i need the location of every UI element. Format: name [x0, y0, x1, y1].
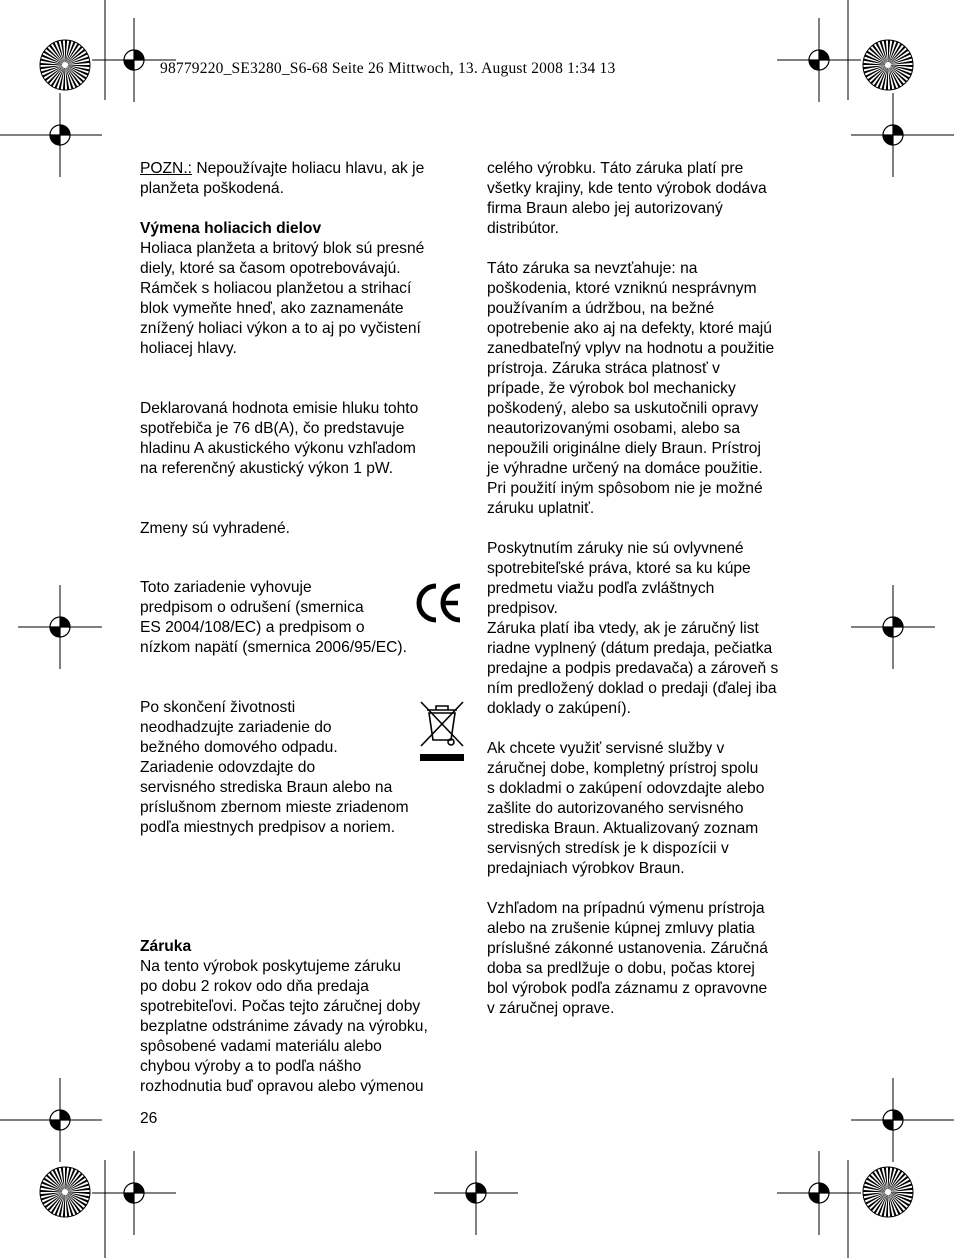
crossed-bin-icon — [418, 700, 466, 766]
crosshair-mark — [851, 585, 935, 669]
crosshair-mark — [18, 585, 102, 669]
replacement-title: Výmena holiacich dielov — [140, 220, 322, 237]
right-paragraph-1: celého výrobku. Táto záruka platí pre všetky krajiny, kde tento výrobok dodáva firma Braun alebo jej autorizovaný distribútor. — [487, 160, 767, 237]
crosshair-mark — [18, 1078, 102, 1162]
crosshair-mark — [851, 1078, 935, 1162]
warranty-text: Na tento výrobok poskytujeme záruku po dobu 2 rokov odo dňa predaja spotrebiteľovi. Počas tejto záručnej doby bezplatne odstránime závady na výrobku, spôsobené vadami materiálu alebo chybou výroby a to podľa nášho rozhodnutia buď opravou alebo výmenou — [140, 958, 428, 1095]
starburst-mark — [863, 1167, 913, 1217]
disposal-paragraph: Po skončení životnosti neodhadzujte zariadenie do bežného domového odpadu. Zariadenie odovzdajte do servisného strediska Braun alebo na príslušnom zbernom mieste zriadenom podľa miestnych predpisov a noriem. — [140, 699, 409, 836]
crosshair-mark — [434, 1151, 518, 1235]
replacement-text: Holiaca planžeta a britový blok sú presné diely, ktoré sa časom opotrebovávajú. Rámček s holiacou planžetou a strihací blok vymeňte hneď, ako zaznamenáte znížený holiaci výkon a to aj po vyčistení holiacej hlavy. — [140, 240, 425, 357]
ce-paragraph: Toto zariadenie vyhovuje predpisom o odrušení (smernica ES 2004/108/EC) a predpisom o nízkom napätí (smernica 2006/95/EC). — [140, 579, 407, 656]
note-paragraph — [140, 159, 470, 199]
left-column — [140, 159, 470, 359]
right-paragraph-3: Poskytnutím záruky nie sú ovlyvnené spotrebiteľské práva, ktoré sa ku kúpe predmetu viažu podľa zvláštnych predpisov. Záruka platí iba vtedy, ak je záručný list riadne vyplnený (dátum predaja, pečiatka predajne a podpis predavača) a zároveň s ním predložený doklad o predaji (ďalej iba doklady o zakúpení). — [487, 540, 779, 717]
page-number: 26 — [140, 1110, 158, 1127]
changes-paragraph: Zmeny sú vyhradené. — [140, 520, 290, 537]
warranty-title: Záruka — [140, 938, 192, 955]
right-paragraph-4: Ak chcete využiť servisné služby v záručnej dobe, kompletný prístroj spolu s dokladmi o zakúpení odovzdajte alebo zašlite do autorizovaného servisného strediska Braun. Aktualizovaný zoznam servisných stredísk je k dispozícii v predajniach výrobkov Braun. — [487, 740, 765, 877]
replacement-section — [140, 219, 470, 359]
note-text: Nepoužívajte holiacu hlavu, ak je planžeta poškodená. — [140, 160, 425, 197]
note-label: POZN.: — [140, 160, 192, 177]
right-paragraph-2: Táto záruka sa nevzťahuje: na poškodenia, ktoré vzniknú nesprávnym používaním a údržbou, na bežné opotrebenie ako aj na defekty, ktoré majú zanedbateľný vplyv na hodnotu a použitie prístroja. Záruka stráca platnosť v prípade, že výrobok bol mechanicky poškodený, alebo sa uskutočnili opravy neautorizovanými osobami, alebo sa nepoužili originálne diely Braun. Prístroj je výhradne určený na domáce použitie. Pri použití iným spôsobom nie je možné záruku uplatniť. — [487, 260, 775, 517]
crosshair-mark — [851, 93, 935, 177]
print-header: 98779220_SE3280_S6-68 Seite 26 Mittwoch, 13. August 2008 1:34 13 — [160, 60, 616, 77]
starburst-mark — [40, 1167, 90, 1217]
crosshair-mark — [18, 93, 102, 177]
noise-paragraph: Deklarovaná hodnota emisie hluku tohto spotřebiča je 76 dB(A), čo predstavuje hladinu A akustického výkonu vzhľadom na referenčný akustický výkon 1 pW. — [140, 400, 419, 477]
right-column — [487, 159, 817, 1019]
right-paragraph-5: Vzhľadom na prípadnú výmenu prístroja alebo na zrušenie kúpnej zmluvy platia príslušné zákonné ustanovenia. Záručná doba sa predlžuje o dobu, počas ktorej bol výrobok podľa záznamu z opravovne v záručnej oprave. — [487, 900, 768, 1017]
starburst-mark — [40, 40, 90, 90]
ce-mark-icon — [414, 580, 464, 626]
warranty-section — [140, 937, 475, 1097]
starburst-mark — [863, 40, 913, 90]
